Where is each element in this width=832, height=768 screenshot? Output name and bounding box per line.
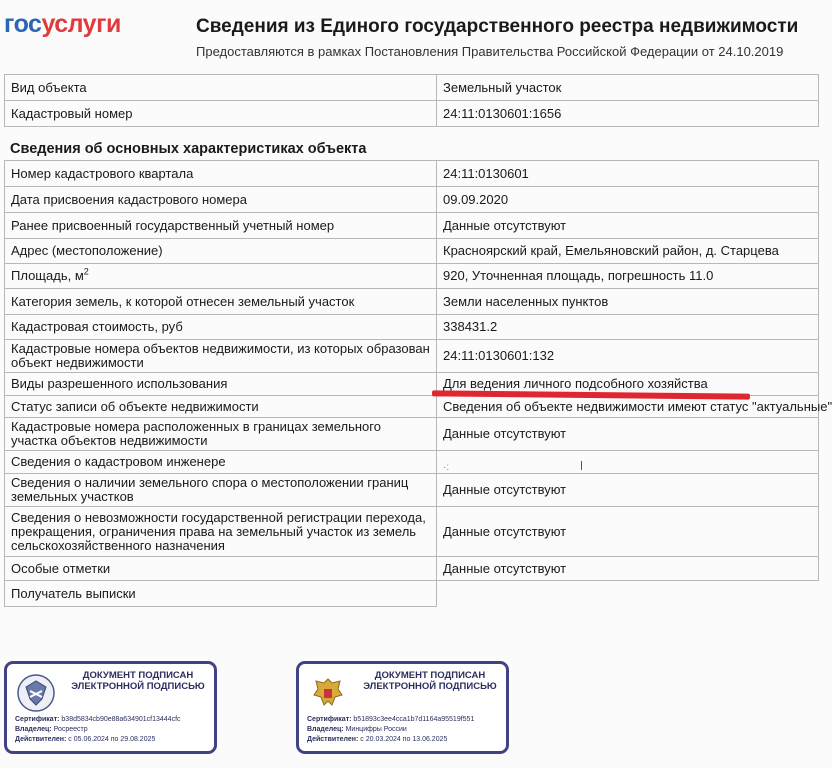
row-value: Для ведения личного подсобного хозяйства (437, 373, 819, 396)
section-title: Сведения об основных характеристиках объекта (10, 141, 367, 157)
table-row (5, 373, 819, 396)
row-value: 920, Уточненная площадь, погрешность 11.0 (437, 264, 819, 289)
characteristics-table (4, 160, 832, 607)
stamp-heading: ДОКУМЕНТ ПОДПИСАН ЭЛЕКТРОННОЙ ПОДПИСЬЮ (363, 670, 497, 692)
owner-label: Владелец: (307, 726, 344, 733)
row-label: Сведения о кадастровом инженере (5, 451, 437, 474)
table-row (5, 474, 819, 507)
row-label: Номер кадастрового квартала (5, 161, 437, 187)
row-value: 338431.2 (437, 315, 819, 340)
cert-value: b38d5834cb90e88a634901cf13444cfc (61, 716, 181, 723)
cert-label: Сертификат: (15, 716, 60, 723)
object-table (4, 74, 819, 127)
row-label: Получатель выписки (5, 581, 437, 607)
cert-label: Сертификат: (307, 716, 352, 723)
row-value: Красноярский край, Емельяновский район, д. Старцева (437, 239, 819, 264)
row-label: Кадастровые номера расположенных в границах земельного участка объектов недвижимости (5, 418, 437, 451)
row-value: Данные отсутствуют (437, 557, 819, 581)
row-value: 24:11:0130601:1656 (437, 101, 819, 127)
table-row (5, 451, 819, 474)
cert-value: b51893c3ee4cca1b7d1164a95519f551 (353, 716, 475, 723)
table-row (5, 75, 819, 101)
row-value: Данные отсутствуют (437, 213, 819, 239)
row-value: 24:11:0130601 (437, 161, 819, 187)
row-value: Данные отсутствуют (437, 418, 819, 451)
row-value: Сведения об объекте недвижимости имеют статус "актуальные" (437, 396, 819, 418)
rosreestr-emblem-icon (16, 673, 56, 713)
owner-value: Росреестр (53, 726, 88, 733)
table-row (5, 101, 819, 127)
valid-value: с 05.06.2024 по 29.08.2025 (68, 736, 156, 743)
row-label: Особые отметки (5, 557, 437, 581)
table-row (5, 239, 819, 264)
document-title: Сведения из Единого государственного реестра недвижимости (196, 16, 799, 37)
signature-stamp-rosreestr (4, 661, 217, 754)
row-value (437, 581, 819, 607)
row-label: Категория земель, к которой отнесен земельный участок (5, 289, 437, 315)
row-value: 09.09.2020 (437, 187, 819, 213)
row-value: Данные отсутствуют (437, 474, 819, 507)
valid-value: с 20.03.2024 по 13.06.2025 (360, 736, 448, 743)
row-value: Земли населенных пунктов (437, 289, 819, 315)
row-label: Сведения о наличии земельного спора о местоположении границ земельных участков (5, 474, 437, 507)
redacted-tick (581, 461, 582, 470)
table-row (5, 340, 819, 373)
owner-value: Минцифры России (345, 726, 407, 733)
stamp-heading: ДОКУМЕНТ ПОДПИСАН ЭЛЕКТРОННОЙ ПОДПИСЬЮ (71, 670, 205, 692)
table-row (5, 507, 819, 557)
row-label: Статус записи об объекте недвижимости (5, 396, 437, 418)
valid-label: Действителен: (15, 736, 67, 743)
table-row (5, 161, 819, 187)
gosuslugi-logo: госуслуги (4, 10, 121, 38)
row-label: Кадастровый номер (5, 101, 437, 127)
row-label-text: Площадь, м (11, 268, 84, 283)
row-value: 24:11:0130601:132 (437, 340, 819, 373)
table-row (5, 418, 819, 451)
table-row (5, 213, 819, 239)
row-label: Сведения о невозможности государственной регистрации перехода, прекращения, ограничения права на земельный участок из земель сельскохозяйственного назначения (5, 507, 437, 557)
stamp-details (307, 715, 474, 745)
table-row (5, 264, 819, 289)
valid-label: Действителен: (307, 736, 359, 743)
row-label: Дата присвоения кадастрового номера (5, 187, 437, 213)
row-label: Кадастровые номера объектов недвижимости, из которых образован объект недвижимости (5, 340, 437, 373)
row-label (5, 264, 437, 289)
row-label: Кадастровая стоимость, руб (5, 315, 437, 340)
coat-of-arms-icon (308, 673, 348, 713)
table-row (5, 581, 819, 607)
table-row (5, 289, 819, 315)
superscript: 2 (83, 266, 89, 277)
row-label: Адрес (местоположение) (5, 239, 437, 264)
signature-stamp-mincifry (296, 661, 509, 754)
row-value: Данные отсутствуют (437, 507, 819, 557)
row-value (437, 451, 819, 474)
redacted-mark: ·: (443, 462, 450, 473)
row-label: Виды разрешенного использования (5, 373, 437, 396)
row-value: Земельный участок (437, 75, 819, 101)
row-label: Вид объекта (5, 75, 437, 101)
row-label: Ранее присвоенный государственный учетный номер (5, 213, 437, 239)
table-row (5, 187, 819, 213)
document-subtitle: Предоставляются в рамках Постановления Правительства Российской Федерации от 24.10.2019 (196, 44, 784, 59)
table-row (5, 315, 819, 340)
table-row (5, 557, 819, 581)
owner-label: Владелец: (15, 726, 52, 733)
stamp-details (15, 715, 181, 745)
